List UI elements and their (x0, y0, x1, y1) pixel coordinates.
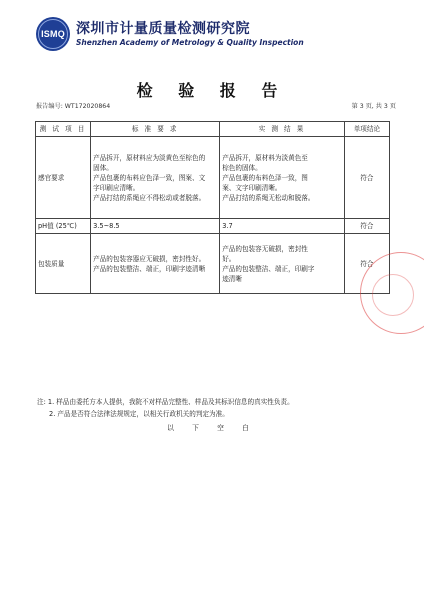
official-seal-inner-ring (372, 274, 414, 316)
result-line: 产品的包装容无破损，密封性 (222, 244, 308, 253)
header-result: 实 测 结 果 (220, 122, 345, 137)
standard-line: 产品拆开，原材料应为淡黄色至棕色的 (93, 153, 206, 162)
result-line: 3.7 (222, 222, 233, 230)
row-item: pH值 (25℃) (36, 219, 91, 234)
row-item: 包装质量 (36, 234, 91, 294)
result-line: 产品的包装整洁、端正，印刷字 (222, 264, 315, 273)
standard-line: 字印刷应清晰。 (93, 183, 140, 192)
table-row (36, 137, 390, 219)
standard-line: 固体。 (93, 163, 113, 172)
row-result (220, 234, 345, 294)
result-line: 迹清晰 (222, 274, 242, 283)
institute-name-en: Shenzhen Academy of Metrology & Quality Inspection (76, 38, 304, 47)
table-header-row (36, 122, 390, 137)
page-indicator: 第 3 页, 共 3 页 (351, 103, 396, 110)
note-line: 注: 1. 样品由委托方本人提供，我院不对样品完整性、样品及其标识信息的真实性负责。 (37, 398, 294, 406)
result-line: 棕色的固体。 (222, 163, 262, 172)
logo-text: ISMQ (41, 29, 65, 39)
row-result (220, 137, 345, 219)
row-standard (91, 234, 220, 294)
standard-line: 产品的包装整洁、端正，印刷字迹清晰 (93, 264, 206, 273)
row-result (220, 219, 345, 234)
row-standard (91, 219, 220, 234)
result-line: 好。 (222, 254, 236, 263)
institute-name-cn: 深圳市计量质量检测研究院 (76, 21, 250, 37)
standard-line: 产品打结的系绳应不得松动或者脱落。 (93, 193, 206, 202)
report-number: 报告编号: WT172020864 (36, 103, 111, 110)
row-conclusion: 符合 (344, 219, 389, 234)
logo-ring (38, 19, 68, 49)
row-conclusion: 符合 (344, 234, 389, 294)
end-of-content: 以 下 空 白 (167, 424, 257, 432)
standard-line: 产品包裹的布料应色泽一致，图案、文 (93, 173, 206, 182)
report-notes (37, 396, 294, 420)
result-line: 产品打结的系绳无松动和脱落。 (222, 193, 315, 202)
report-header (36, 17, 396, 53)
inspection-table (35, 121, 390, 294)
header-standard: 标 准 要 求 (91, 122, 220, 137)
standard-line: 产品的包装容器应无破损，密封性好。 (93, 254, 206, 263)
table-row (36, 234, 390, 294)
row-standard (91, 137, 220, 219)
result-line: 案、文字印刷清晰。 (222, 183, 282, 192)
institute-logo (36, 17, 70, 51)
row-item: 感官要求 (36, 137, 91, 219)
header-test-item: 测 试 项 目 (36, 122, 91, 137)
standard-line: 3.5~8.5 (93, 222, 120, 230)
table-row (36, 219, 390, 234)
result-line: 产品拆开，原材料为淡黄色至 (222, 153, 308, 162)
result-line: 产品包裹的布料色泽一致，图 (222, 173, 308, 182)
header-conclusion: 单项结论 (344, 122, 389, 137)
report-title: 检 验 报 告 (136, 81, 288, 100)
note-line: 2. 产品是否符合法律法规规定，以相关行政机关的判定为准。 (49, 410, 229, 418)
row-conclusion: 符合 (344, 137, 389, 219)
